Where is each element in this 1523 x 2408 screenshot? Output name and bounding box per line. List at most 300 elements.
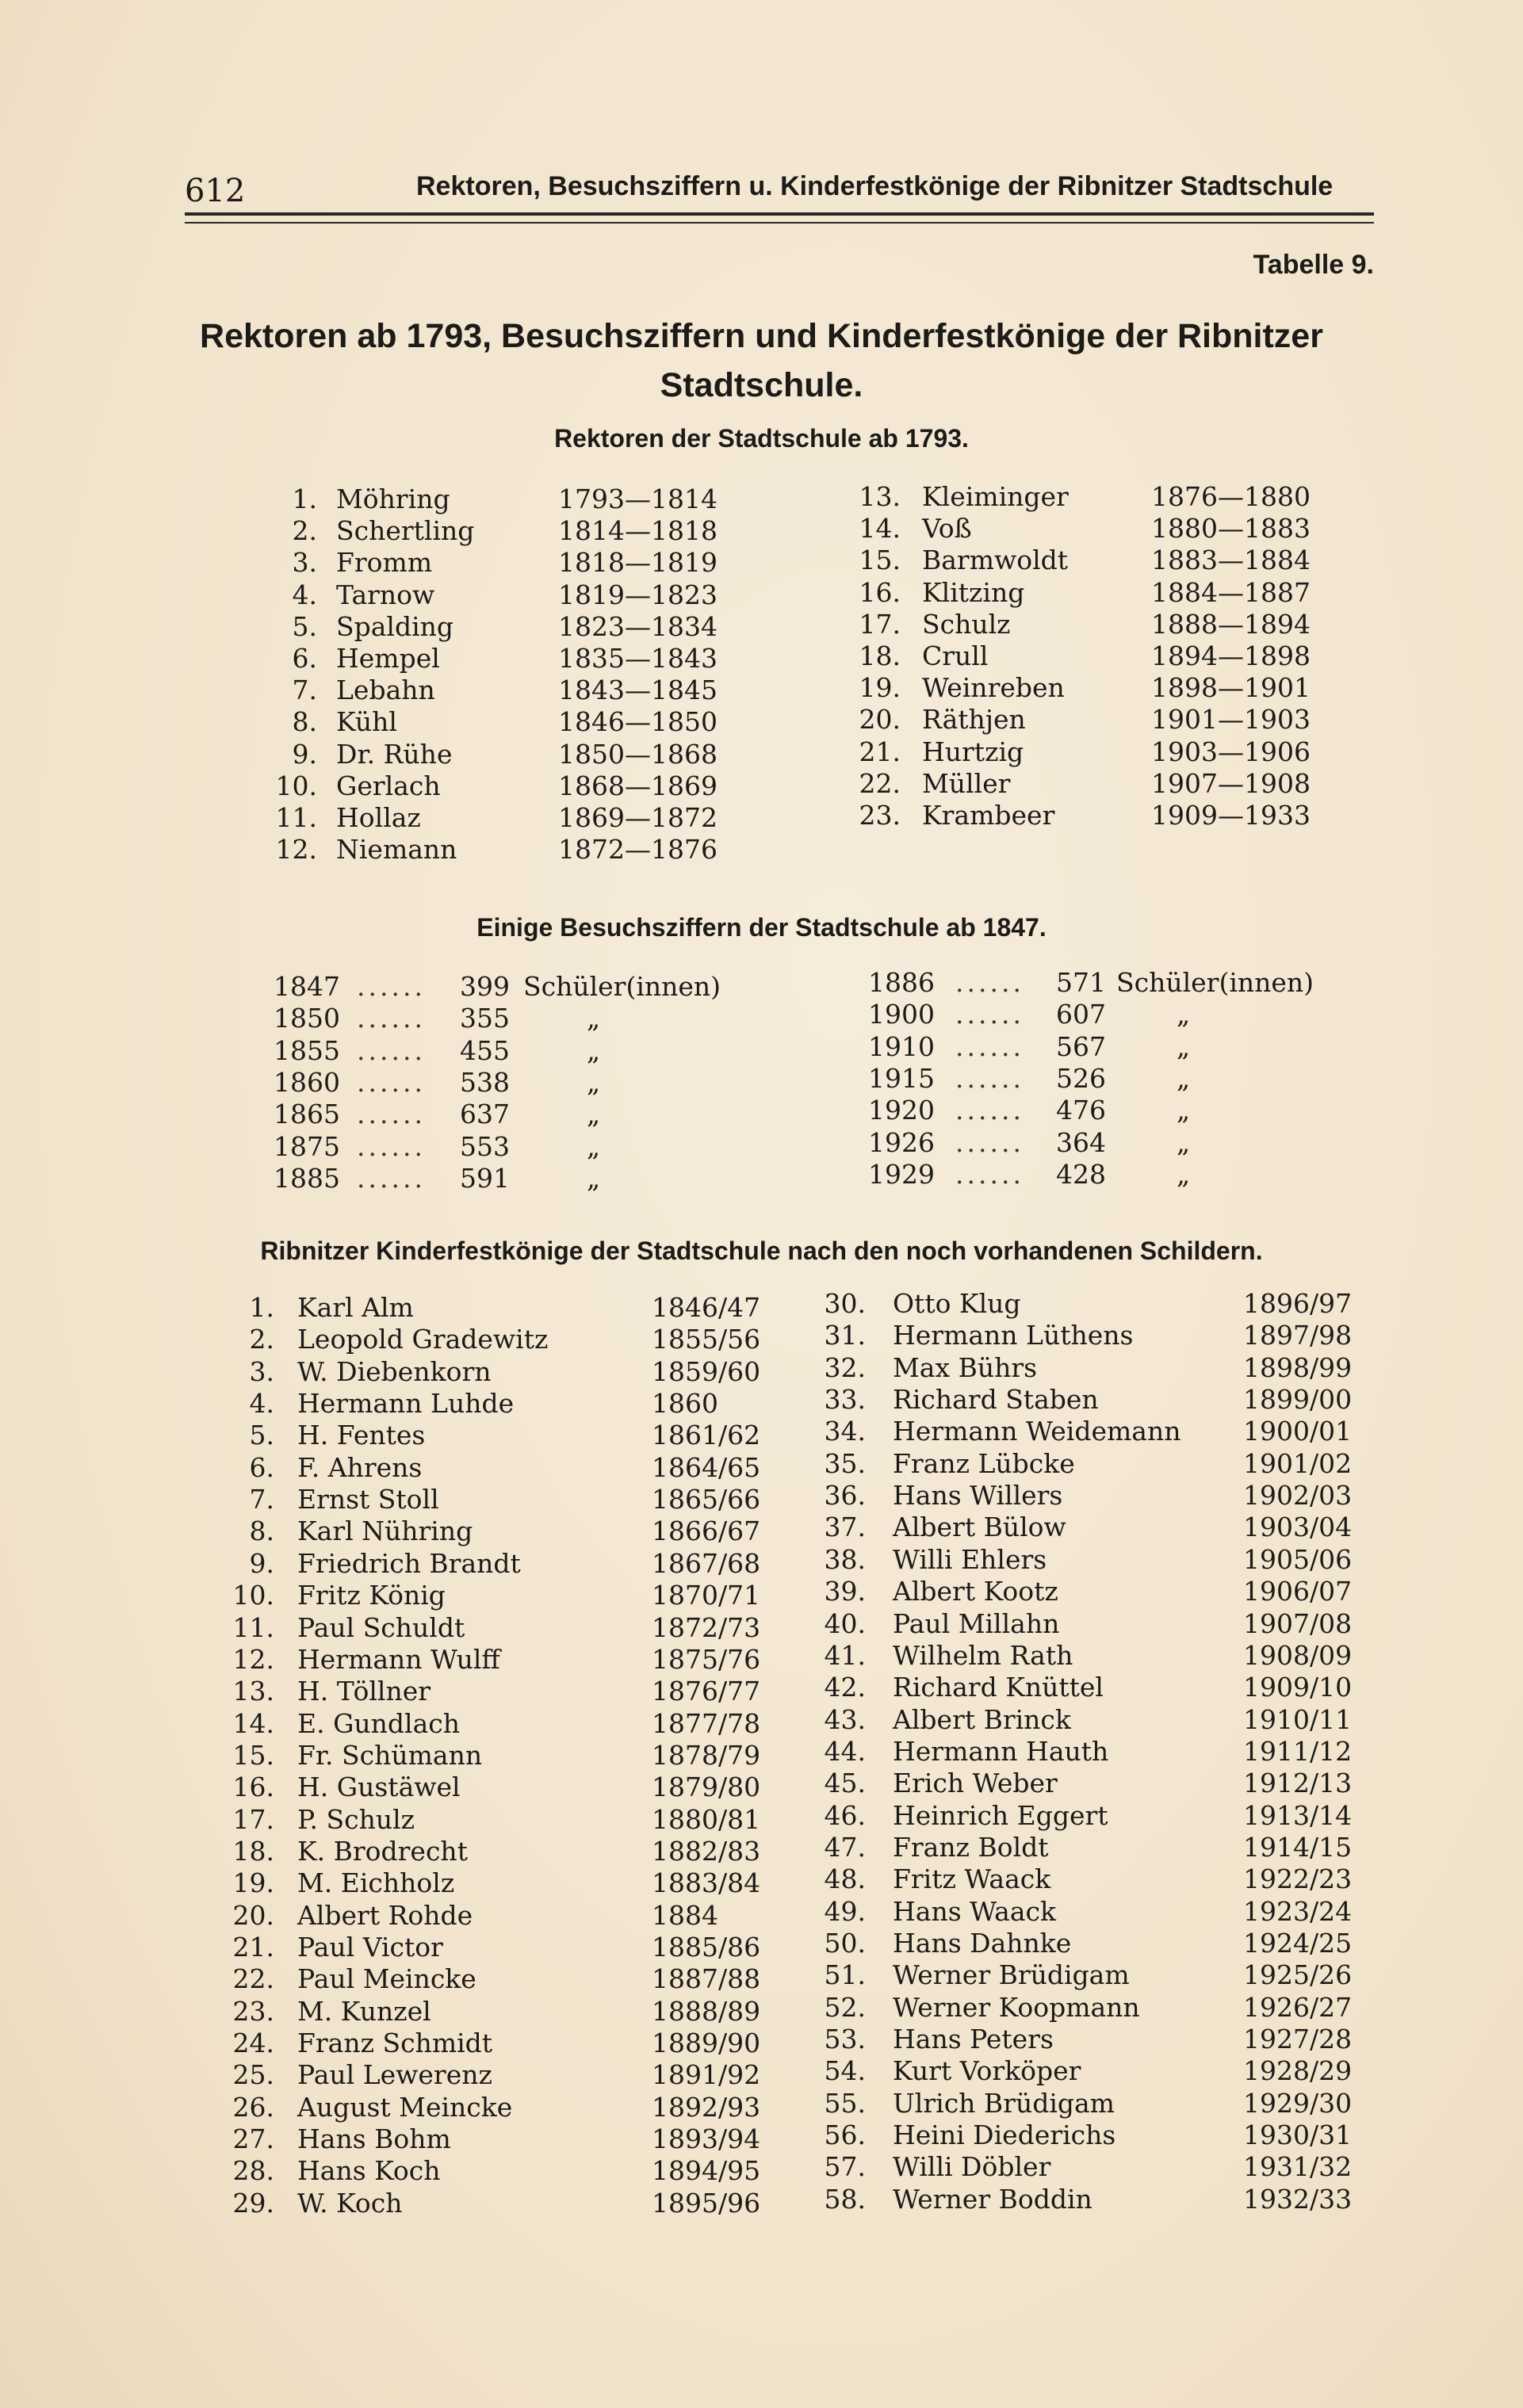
- koenig-year: 1897/98: [1243, 1320, 1353, 1351]
- rektor-name: Lebahn: [336, 675, 435, 706]
- rektoren-heading: Rektoren der Stadtschule ab 1793.: [554, 424, 969, 453]
- leader-dots: ......: [955, 999, 1024, 1030]
- rektor-number: 19.: [859, 672, 901, 704]
- rektor-name: Weinreben: [922, 672, 1065, 704]
- koenig-year: 1924/25: [1243, 1928, 1353, 1959]
- koenig-number: 22.: [232, 1963, 274, 1995]
- rektor-row: [0, 513, 1523, 545]
- rektor-years: 1876—1880: [1151, 481, 1311, 512]
- koenig-name: H. Fentes: [297, 1420, 426, 1451]
- koenig-year: 1885/86: [652, 1932, 761, 1963]
- besuch-year: 1855: [274, 1034, 340, 1066]
- koenig-year: 1887/88: [652, 1963, 761, 1995]
- besuch-year: 1886: [868, 967, 935, 998]
- rektor-years: 1909—1933: [1151, 800, 1311, 831]
- koenig-year: 1929/30: [1243, 2087, 1353, 2119]
- leader-dots: ......: [357, 971, 426, 1002]
- koenig-year: 1867/68: [652, 1547, 761, 1579]
- rektor-row: [0, 481, 1523, 513]
- koenig-name: Paul Victor: [297, 1932, 443, 1963]
- koenig-number: 46.: [824, 1799, 866, 1831]
- besuch-year: 1865: [274, 1099, 340, 1130]
- besuch-unit: Schüler(innen): [1116, 967, 1314, 998]
- koenig-number: 8.: [249, 1516, 274, 1547]
- rektor-number: 10.: [275, 770, 317, 801]
- koenig-row: [0, 1896, 1523, 1928]
- koenig-number: 21.: [232, 1932, 274, 1963]
- running-title: Rektoren, Besuchsziffern u. Kinderfestkönige der Ribnitzer Stadtschule: [416, 171, 1334, 201]
- koenig-name: Albert Kootz: [893, 1576, 1058, 1607]
- besuch-row: [0, 1127, 1523, 1159]
- koenig-name: Fritz Waack: [893, 1863, 1051, 1895]
- besuch-year: 1920: [868, 1095, 935, 1126]
- koenig-row: [0, 1832, 1523, 1863]
- besuch-count: 607: [1056, 999, 1106, 1030]
- koenig-number: 19.: [232, 1867, 274, 1899]
- koenig-row: [0, 1640, 1523, 1672]
- koenig-number: 54.: [824, 2055, 866, 2087]
- koenig-year: 1865/66: [652, 1484, 761, 1516]
- koenig-number: 32.: [824, 1351, 866, 1383]
- rektor-row: [0, 800, 1523, 831]
- koenig-number: 58.: [824, 2183, 866, 2215]
- rektor-row: [0, 736, 1523, 768]
- koenig-number: 51.: [824, 1959, 866, 1991]
- table-label: Tabelle 9.: [1253, 250, 1374, 280]
- rektor-name: Schulz: [922, 608, 1011, 640]
- koenig-year: 1928/29: [1243, 2055, 1353, 2087]
- koenig-number: 43.: [824, 1703, 866, 1735]
- page-number: 612: [185, 173, 246, 209]
- koenig-name: Friedrich Brandt: [297, 1547, 521, 1579]
- leader-dots: ......: [955, 1030, 1024, 1062]
- rektor-name: Voß: [922, 513, 972, 545]
- koenig-name: F. Ahrens: [297, 1451, 423, 1483]
- koenig-year: 1861/62: [652, 1420, 761, 1451]
- koenig-name: Wilhelm Rath: [893, 1639, 1073, 1671]
- rektor-number: 8.: [292, 706, 317, 738]
- besuch-unit: „: [587, 1003, 601, 1034]
- koenig-year: 1923/24: [1243, 1895, 1353, 1927]
- rektor-number: 21.: [859, 736, 901, 767]
- rektor-number: 17.: [859, 608, 901, 640]
- koenig-name: Richard Staben: [893, 1384, 1099, 1416]
- koenig-year: 1901/02: [1243, 1447, 1353, 1479]
- koenig-number: 10.: [232, 1580, 274, 1611]
- besuch-year: 1926: [868, 1126, 935, 1158]
- header-rule-thin: [185, 222, 1374, 224]
- koenig-row: [0, 1480, 1523, 1512]
- koenig-year: 1927/28: [1243, 2024, 1353, 2055]
- koenig-year: 1884: [652, 1899, 718, 1931]
- koenig-name: Erich Weber: [893, 1768, 1058, 1799]
- rektor-row: [0, 834, 1523, 866]
- rektor-years: 1907—1908: [1151, 767, 1311, 799]
- besuch-count: 553: [460, 1130, 510, 1162]
- koenig-row: [0, 1800, 1523, 1832]
- rektor-years: 1819—1823: [558, 579, 717, 610]
- koenig-year: 1896/97: [1243, 1288, 1353, 1319]
- besuch-count: 399: [460, 971, 510, 1002]
- besuch-unit: „: [587, 1162, 601, 1194]
- koenig-row: [0, 1959, 1523, 1991]
- koenig-row: [0, 1608, 1523, 1640]
- rektor-name: Müller: [922, 767, 1011, 799]
- koenig-year: 1895/96: [652, 2187, 761, 2219]
- rektor-name: Crull: [922, 640, 989, 671]
- koenig-year: 1859/60: [652, 1355, 761, 1387]
- page-title: Rektoren ab 1793, Besuchsziffern und Kinderfestkönige der Ribnitzer: [200, 317, 1323, 355]
- koenig-name: Karl Nühring: [297, 1516, 473, 1547]
- koenig-name: Fr. Schümann: [297, 1739, 483, 1771]
- header-rule-thick: [185, 212, 1374, 216]
- koenig-year: 1878/79: [652, 1739, 761, 1771]
- koenig-year: 1907/08: [1243, 1607, 1353, 1639]
- koenig-year: 1902/03: [1243, 1480, 1353, 1512]
- koenig-year: 1875/76: [652, 1643, 761, 1675]
- rektor-number: 20.: [859, 704, 901, 736]
- koenig-name: Paul Schuldt: [297, 1611, 465, 1643]
- koenig-name: Franz Boldt: [893, 1831, 1049, 1863]
- koenig-number: 6.: [249, 1451, 274, 1483]
- koenig-name: H. Töllner: [297, 1676, 431, 1707]
- koenig-number: 33.: [824, 1384, 866, 1416]
- leader-dots: ......: [357, 1130, 426, 1162]
- rektor-years: 1868—1869: [558, 770, 717, 801]
- koenig-year: 1846/47: [652, 1292, 761, 1323]
- koenig-year: 1894/95: [652, 2155, 761, 2187]
- besuch-count: 455: [460, 1034, 510, 1066]
- koenig-name: Paul Meincke: [297, 1963, 476, 1995]
- besuch-unit: Schüler(innen): [523, 971, 721, 1002]
- koenig-number: 26.: [232, 2091, 274, 2123]
- koenig-year: 1913/14: [1243, 1799, 1353, 1831]
- rektor-number: 3.: [292, 547, 317, 579]
- koenig-name: Karl Alm: [297, 1292, 414, 1323]
- besuch-year: 1885: [274, 1162, 340, 1194]
- koenig-name: Albert Brinck: [893, 1703, 1071, 1735]
- rektor-name: Gerlach: [336, 770, 441, 801]
- koenig-year: 1888/89: [652, 1995, 761, 2027]
- koenig-year: 1880/81: [652, 1803, 761, 1835]
- rektor-row: [0, 577, 1523, 609]
- rektor-years: 1835—1843: [558, 643, 717, 674]
- koenig-number: 2.: [249, 1324, 274, 1355]
- page-title-line2: Stadtschule.: [660, 366, 863, 404]
- rektor-years: 1903—1906: [1151, 736, 1311, 767]
- koenig-name: Hans Dahnke: [893, 1928, 1072, 1959]
- koenig-year: 1922/23: [1243, 1863, 1353, 1895]
- besuch-unit: „: [587, 1034, 601, 1066]
- rektor-name: Tarnow: [336, 579, 435, 610]
- rektor-name: Kühl: [336, 706, 397, 738]
- rektor-years: 1846—1850: [558, 706, 717, 738]
- besuch-count: 538: [460, 1066, 510, 1098]
- koenig-year: 1877/78: [652, 1707, 761, 1739]
- koenig-number: 57.: [824, 2151, 866, 2183]
- koenig-name: Hermann Hauth: [893, 1735, 1109, 1767]
- rektor-name: Barmwoldt: [922, 545, 1069, 576]
- koenig-number: 35.: [824, 1447, 866, 1479]
- besuch-count: 637: [460, 1099, 510, 1130]
- besuch-count: 476: [1056, 1095, 1106, 1126]
- koenig-row: [0, 1512, 1523, 1543]
- koenig-year: 1891/92: [652, 2059, 761, 2091]
- besuch-count: 591: [460, 1162, 510, 1194]
- rektor-number: 12.: [275, 834, 317, 866]
- rektor-number: 11.: [275, 802, 317, 833]
- rektor-name: Dr. Rühe: [336, 738, 453, 770]
- koenig-name: Werner Koopmann: [893, 1991, 1140, 2023]
- koenig-name: K. Brodrecht: [297, 1835, 468, 1867]
- kinderfestkoenige-heading: Ribnitzer Kinderfestkönige der Stadtschule nach den noch vorhandenen Schildern.: [260, 1236, 1263, 1265]
- koenig-name: Paul Lewerenz: [297, 2059, 492, 2091]
- besuch-year: 1860: [274, 1066, 340, 1098]
- koenig-number: 34.: [824, 1416, 866, 1447]
- koenig-year: 1905/06: [1243, 1543, 1353, 1575]
- koenig-year: 1914/15: [1243, 1831, 1353, 1863]
- koenig-number: 7.: [249, 1484, 274, 1516]
- rektor-name: Räthjen: [922, 704, 1026, 736]
- rektor-number: 18.: [859, 640, 901, 671]
- koenig-number: 48.: [824, 1863, 866, 1895]
- koenig-row: [0, 2184, 1523, 2215]
- koenig-name: Hans Koch: [297, 2155, 441, 2187]
- besuch-count: 428: [1056, 1158, 1106, 1190]
- rektor-years: 1901—1903: [1151, 704, 1311, 736]
- rektor-number: 7.: [292, 675, 317, 706]
- besuch-unit: „: [1177, 1062, 1191, 1094]
- besuch-count: 355: [460, 1003, 510, 1034]
- rektor-number: 13.: [859, 481, 901, 512]
- koenig-name: Franz Schmidt: [297, 2028, 493, 2059]
- rektor-years: 1880—1883: [1151, 513, 1311, 545]
- koenig-name: P. Schulz: [297, 1803, 415, 1835]
- koenig-number: 41.: [824, 1639, 866, 1671]
- besuch-year: 1910: [868, 1030, 935, 1062]
- koenig-year: 1932/33: [1243, 2183, 1353, 2215]
- koenig-year: 1908/09: [1243, 1639, 1353, 1671]
- leader-dots: ......: [357, 1162, 426, 1194]
- koenig-number: 14.: [232, 1707, 274, 1739]
- koenig-name: Hermann Weidemann: [893, 1416, 1181, 1447]
- besuch-year: 1875: [274, 1130, 340, 1162]
- besuch-unit: „: [1177, 1158, 1191, 1190]
- koenig-number: 1.: [249, 1292, 274, 1323]
- rektor-row: [0, 704, 1523, 736]
- koenig-number: 50.: [824, 1928, 866, 1959]
- rektor-years: 1883—1884: [1151, 545, 1311, 576]
- leader-dots: ......: [955, 967, 1024, 998]
- koenig-name: W. Koch: [297, 2187, 403, 2219]
- besuch-row: [0, 967, 1523, 999]
- koenig-row: [0, 1736, 1523, 1768]
- koenig-year: 1898/99: [1243, 1351, 1353, 1383]
- koenig-name: Otto Klug: [893, 1288, 1021, 1319]
- koenig-row: [0, 2088, 1523, 2119]
- rektor-name: Möhring: [336, 484, 450, 514]
- koenig-name: Hermann Luhde: [297, 1388, 515, 1420]
- koenig-name: August Meincke: [297, 2091, 513, 2123]
- rektor-number: 15.: [859, 545, 901, 576]
- rektor-years: 1894—1898: [1151, 640, 1311, 671]
- besuch-unit: „: [587, 1130, 601, 1162]
- koenig-row: [0, 2119, 1523, 2151]
- koenig-row: [0, 1576, 1523, 1607]
- besuch-count: 526: [1056, 1062, 1106, 1094]
- leader-dots: ......: [955, 1158, 1024, 1190]
- rektor-number: 23.: [859, 800, 901, 831]
- koenig-name: Ernst Stoll: [297, 1484, 439, 1516]
- besuch-unit: „: [1177, 999, 1191, 1030]
- besuch-row: [0, 1063, 1523, 1095]
- rektor-years: 1843—1845: [558, 675, 717, 706]
- rektor-row: [0, 545, 1523, 579]
- koenig-number: 28.: [232, 2155, 274, 2187]
- rektor-number: 4.: [292, 579, 317, 610]
- koenig-year: 1870/71: [652, 1580, 761, 1611]
- besuch-count: 571: [1056, 967, 1106, 998]
- koenig-row: [0, 1672, 1523, 1703]
- koenig-year: 1900/01: [1243, 1416, 1353, 1447]
- rektor-number: 14.: [859, 513, 901, 545]
- koenig-row: [0, 1768, 1523, 1799]
- besuch-row: [0, 999, 1523, 1030]
- besuch-year: 1900: [868, 999, 935, 1030]
- koenig-row: [0, 1288, 1523, 1320]
- koenig-name: Max Bührs: [893, 1351, 1038, 1383]
- leader-dots: ......: [955, 1126, 1024, 1158]
- koenig-name: Willi Döbler: [893, 2151, 1051, 2183]
- koenig-number: 11.: [232, 1611, 274, 1643]
- rektor-number: 9.: [292, 738, 317, 770]
- koenig-number: 16.: [232, 1772, 274, 1803]
- rektor-name: Schertling: [336, 515, 475, 547]
- koenig-name: Heinrich Eggert: [893, 1799, 1108, 1831]
- besuch-unit: „: [587, 1066, 601, 1098]
- koenig-number: 56.: [824, 2119, 866, 2151]
- koenig-name: Willi Ehlers: [893, 1543, 1047, 1575]
- koenig-year: 1876/77: [652, 1676, 761, 1707]
- koenig-name: Albert Rohde: [297, 1899, 473, 1931]
- rektor-name: Krambeer: [922, 800, 1055, 831]
- koenig-number: 23.: [232, 1995, 274, 2027]
- koenig-number: 24.: [232, 2028, 274, 2059]
- koenig-name: E. Gundlach: [297, 1707, 461, 1739]
- koenig-name: Franz Lübcke: [893, 1447, 1075, 1479]
- besuch-unit: „: [1177, 1126, 1191, 1158]
- rektor-name: Klitzing: [922, 576, 1025, 608]
- koenig-row: [0, 1704, 1523, 1736]
- koenig-name: Leopold Gradewitz: [297, 1324, 549, 1355]
- rektor-number: 5.: [292, 610, 317, 642]
- koenig-number: 55.: [824, 2087, 866, 2119]
- leader-dots: ......: [955, 1062, 1024, 1094]
- koenig-row: [0, 2055, 1523, 2087]
- koenig-year: 1864/65: [652, 1451, 761, 1483]
- rektor-name: Kleiminger: [922, 481, 1069, 512]
- koenig-name: H. Gustäwel: [297, 1772, 461, 1803]
- besuch-count: 567: [1056, 1030, 1106, 1062]
- besuch-year: 1850: [274, 1003, 340, 1034]
- koenig-name: Hans Waack: [893, 1895, 1057, 1927]
- koenig-year: 1903/04: [1243, 1512, 1353, 1543]
- besuch-row: [0, 1095, 1523, 1126]
- koenig-year: 1931/32: [1243, 2151, 1353, 2183]
- koenig-row: [0, 1863, 1523, 1895]
- koenig-number: 37.: [824, 1512, 866, 1543]
- koenig-number: 27.: [232, 2123, 274, 2155]
- koenig-row: [0, 2151, 1523, 2183]
- koenig-name: Kurt Vorköper: [893, 2055, 1081, 2087]
- koenig-number: 38.: [824, 1543, 866, 1575]
- leader-dots: ......: [357, 1034, 426, 1066]
- koenig-number: 45.: [824, 1768, 866, 1799]
- rektor-row: [0, 640, 1523, 672]
- koenig-year: 1889/90: [652, 2028, 761, 2059]
- koenig-number: 17.: [232, 1803, 274, 1835]
- besuch-year: 1929: [868, 1158, 935, 1190]
- koenig-row: [0, 2024, 1523, 2055]
- rektor-number: 22.: [859, 767, 901, 799]
- koenig-row: [0, 1992, 1523, 2024]
- rektor-name: Hollaz: [336, 802, 421, 833]
- koenig-name: Werner Brüdigam: [893, 1959, 1130, 1991]
- koenig-number: 49.: [824, 1895, 866, 1927]
- koenig-year: 1912/13: [1243, 1768, 1353, 1799]
- rektor-years: 1818—1819: [558, 547, 717, 579]
- koenig-number: 13.: [232, 1676, 274, 1707]
- rektor-years: 1869—1872: [558, 802, 717, 833]
- koenig-number: 25.: [232, 2059, 274, 2091]
- koenig-year: 1925/26: [1243, 1959, 1353, 1991]
- koenig-year: 1930/31: [1243, 2119, 1353, 2151]
- koenig-number: 12.: [232, 1643, 274, 1675]
- rektor-number: 1.: [292, 484, 317, 514]
- koenig-name: Werner Boddin: [893, 2183, 1093, 2215]
- koenig-number: 20.: [232, 1899, 274, 1931]
- rektor-name: Hempel: [336, 643, 440, 674]
- koenig-name: M. Kunzel: [297, 1995, 431, 2027]
- koenig-number: 40.: [824, 1607, 866, 1639]
- koenig-name: Fritz König: [297, 1580, 446, 1611]
- rektor-number: 16.: [859, 576, 901, 608]
- besuch-unit: „: [1177, 1030, 1191, 1062]
- koenig-name: Richard Knüttel: [893, 1672, 1104, 1703]
- leader-dots: ......: [357, 1099, 426, 1130]
- rektor-row: [0, 672, 1523, 704]
- koenig-year: 1893/94: [652, 2123, 761, 2155]
- koenig-name: Ulrich Brüdigam: [893, 2087, 1115, 2119]
- koenig-row: [0, 1544, 1523, 1576]
- rektor-number: 2.: [292, 515, 317, 547]
- besuch-row: [0, 1031, 1523, 1063]
- rektor-years: 1872—1876: [558, 834, 717, 866]
- koenig-number: 9.: [249, 1547, 274, 1579]
- koenig-year: 1911/12: [1243, 1735, 1353, 1767]
- koenig-year: 1860: [652, 1388, 718, 1420]
- rektor-row: [0, 609, 1523, 640]
- rektor-name: Fromm: [336, 547, 433, 579]
- koenig-number: 39.: [824, 1576, 866, 1607]
- rektor-years: 1814—1818: [558, 515, 717, 547]
- koenig-row: [0, 1384, 1523, 1416]
- koenig-year: 1883/84: [652, 1867, 761, 1899]
- besuch-count: 364: [1056, 1126, 1106, 1158]
- rektor-years: 1793—1814: [558, 484, 717, 514]
- koenig-row: [0, 1352, 1523, 1384]
- koenig-year: 1855/56: [652, 1324, 761, 1355]
